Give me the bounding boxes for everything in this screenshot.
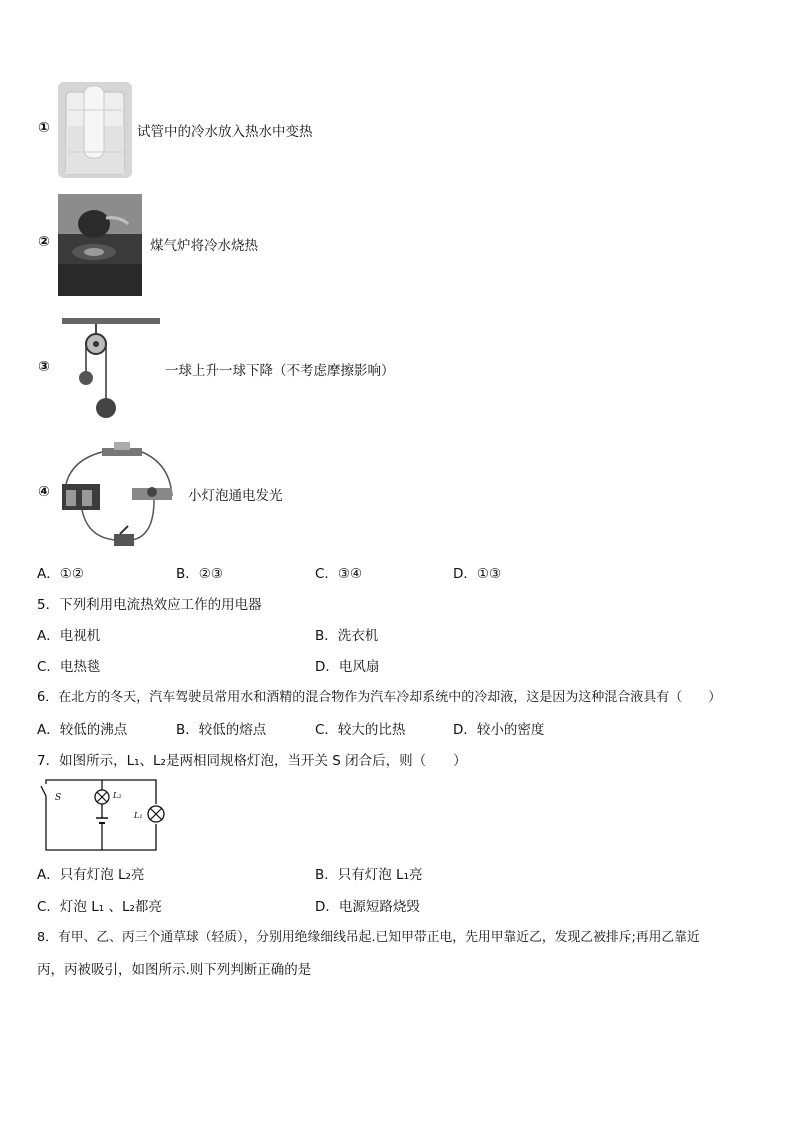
gas-stove-kettle-photo bbox=[58, 194, 142, 296]
item-number-1: ① bbox=[38, 120, 50, 136]
q5-option-d[interactable]: D．电风扇 bbox=[315, 659, 380, 675]
q5-option-a[interactable]: A．电视机 bbox=[37, 628, 101, 644]
q7-stem: 7．如图所示，L₁、L₂是两相同规格灯泡，当开关 S 闭合后，则（ ） bbox=[37, 753, 467, 769]
q7-label-s: S bbox=[55, 793, 62, 803]
q5-option-b[interactable]: B．洗衣机 bbox=[315, 628, 379, 644]
q7-label-l1: L₁ bbox=[134, 811, 143, 820]
q7-option-a[interactable]: A．只有灯泡 L₂亮 bbox=[37, 867, 145, 883]
q7-label-l2: L₂ bbox=[113, 791, 122, 800]
item-number-4: ④ bbox=[38, 484, 50, 500]
q4-option-d[interactable]: D．①③ bbox=[453, 566, 502, 582]
item-4-text: 小灯泡通电发光 bbox=[188, 488, 283, 504]
q7-option-b[interactable]: B．只有灯泡 L₁亮 bbox=[315, 867, 423, 883]
q5-stem: 5．下列利用电流热效应工作的用电器 bbox=[37, 597, 262, 613]
item-1-text: 试管中的冷水放入热水中变热 bbox=[137, 124, 313, 140]
q6-option-d[interactable]: D．较小的密度 bbox=[453, 722, 545, 738]
item-number-3: ③ bbox=[38, 359, 50, 375]
test-tube-in-hot-water-photo bbox=[58, 82, 132, 178]
q7-option-c[interactable]: C．灯泡 L₁ 、L₂都亮 bbox=[37, 899, 162, 915]
q6-option-a[interactable]: A．较低的沸点 bbox=[37, 722, 128, 738]
q4-option-a[interactable]: A．①② bbox=[37, 566, 84, 582]
pulley-with-two-balls-figure bbox=[60, 316, 162, 424]
bulb-circuit-photo bbox=[58, 440, 182, 552]
q8-stem-line-2: 丙，丙被吸引，如图所示.则下列判断正确的是 bbox=[37, 962, 312, 978]
q5-option-c[interactable]: C．电热毯 bbox=[37, 659, 101, 675]
q4-option-b[interactable]: B．②③ bbox=[176, 566, 223, 582]
q8-stem-line-1: 8．有甲、乙、丙三个通草球（轻质），分别用绝缘细线吊起.已知甲带正电，先用甲靠近乙，发现乙被排斥;再用乙靠近 bbox=[37, 930, 700, 945]
q7-circuit-diagram bbox=[38, 776, 174, 852]
q6-option-c[interactable]: C．较大的比热 bbox=[315, 722, 406, 738]
q6-stem: 6．在北方的冬天，汽车驾驶员常用水和酒精的混合物作为汽车冷却系统中的冷却液，这是因为这种混合液具有（ ） bbox=[37, 690, 722, 705]
item-3-text: 一球上升一球下降（不考虑摩擦影响） bbox=[165, 363, 395, 379]
q7-option-d[interactable]: D．电源短路烧毁 bbox=[315, 899, 420, 915]
q4-option-c[interactable]: C．③④ bbox=[315, 566, 363, 582]
q6-option-b[interactable]: B．较低的熔点 bbox=[176, 722, 267, 738]
item-number-2: ② bbox=[38, 234, 50, 250]
item-2-text: 煤气炉将冷水烧热 bbox=[150, 238, 258, 254]
